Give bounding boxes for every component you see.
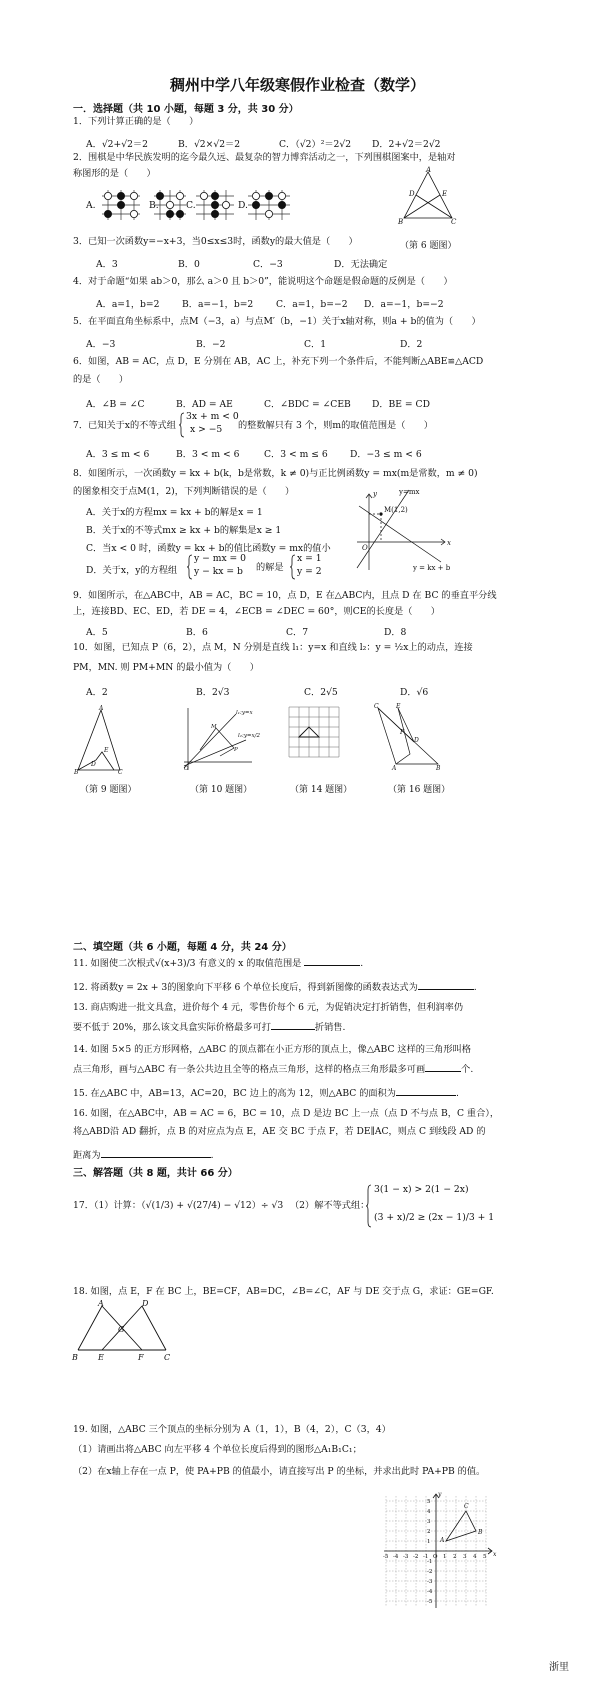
svg-text:D: D [409, 190, 415, 198]
y-tick-label: -4 [427, 1589, 433, 1595]
x-tick-label: 5 [483, 1554, 487, 1560]
q19-part1: （1）请画出将△ABC 向左平移 4 个单位长度后得到的图形△A₁B₁C₁； [73, 1444, 362, 1455]
q2-label-a: A. [86, 200, 96, 211]
svg-text:B: B [478, 1529, 483, 1536]
q7-system-line1: 3x + m < 0 [186, 411, 239, 422]
q8-graph-line1-label: y=mx [399, 488, 420, 496]
q19-stem: 19. 如图，△ABC 三个顶点的坐标分别为 A（1，1），B（4，2），C（3，4） [73, 1424, 391, 1435]
q8-graph-y-label: y [373, 490, 377, 498]
q8-brace-right [290, 554, 296, 580]
q7-option-a: A．3 ≤ m < 6 [86, 449, 150, 460]
y-tick-label: 4 [427, 1509, 431, 1515]
y-tick-label: -3 [427, 1579, 433, 1585]
q8-system-mid: 的解是 [256, 562, 284, 573]
q18-label-b: B [72, 1353, 78, 1362]
svg-text:P: P [234, 747, 238, 753]
q2-label-b: B. [149, 200, 159, 211]
svg-text:E: E [396, 703, 401, 710]
q10-stem-line1: 10．如图，已知点 P（6，2），点 M，N 分别是直线 l₁：y=x 和直线 l₂：y = ½x上的动点，连接 [73, 642, 473, 653]
q15-text: 15. 在△ABC 中，AB=13，AC=20，BC 边上的高为 12，则△ABC 的面积为 . [73, 1088, 459, 1099]
svg-text:B: B [398, 218, 404, 226]
q16-text-line3: 距离为 . [73, 1150, 214, 1161]
q6-option-d: D．BE = CD [372, 399, 430, 410]
q10-option-c: C．2√5 [304, 687, 338, 698]
q2-stem-line2: 称图形的是（ ） [73, 168, 156, 179]
section-fill-heading: 二、填空题（共 6 小题，每题 4 分，共 24 分） [73, 942, 292, 953]
q11-text: 11. 如图使二次根式√(x+3)/3 有意义的 x 的取值范围是 . [73, 958, 364, 969]
svg-text:x: x [493, 1551, 497, 1558]
q4-option-a: A．a=1，b=2 [96, 299, 160, 310]
q18-label-c: C [164, 1353, 171, 1362]
svg-text:C: C [374, 703, 379, 710]
q5-stem: 5．在平面直角坐标系中，点M（−3，a）与点M′（b，−1）关于x轴对称，则a + b的值为（ ） [73, 316, 481, 327]
q14-figure-caption: （第 14 题图） [290, 785, 353, 795]
q10-option-a: A．2 [86, 687, 108, 698]
q8-stem-line1: 8．如图所示，一次函数y = kx + b(k，b是常数，k ≠ 0)与正比例函数y = mx(m是常数，m ≠ 0) [73, 468, 478, 479]
x-tick-label: -3 [403, 1554, 409, 1560]
q14-text-line2: 点三角形，画与△ABC 有一条公共边且全等的格点三角形，这样的格点三角形最多可画 个. [73, 1064, 474, 1075]
q17-system-line1: 3(1 − x) > 2(1 − 2x) [374, 1184, 469, 1195]
q4-stem: 4．对于命题“如果 ab＞0，那么 a＞0 且 b＞0”，能说明这个命题是假命题的反例是（ ） [73, 276, 453, 287]
x-tick-label: -1 [423, 1554, 429, 1560]
x-tick-label: -2 [413, 1554, 419, 1560]
q16-text-line2: 将△ABD沿 AD 翻折，点 B 的对应点为点 E，AE 交 BC 于点 F，若 DE∥AC，则点 C 到线段 AD 的 [73, 1126, 486, 1137]
q9-stem-line2: 上，连接BD、EC、ED，若 DE = 4，∠ECB = ∠DEC = 60°，则CE的长度是（ ） [73, 606, 440, 617]
q8-graph-line2-label: y = kx + b [413, 564, 451, 572]
q9-option-d: D．8 [384, 627, 407, 638]
svg-text:C: C [451, 218, 457, 226]
q18-label-d: D [142, 1299, 149, 1308]
q8-system-right-2: y = 2 [297, 566, 322, 577]
q1-option-b: B．√2×√2＝2 [178, 139, 241, 150]
q8-option-c: C．当x < 0 时，函数y = kx + b的值比函数y = mx的值小 [86, 543, 331, 554]
page-title: 稠州中学八年级寒假作业检查（数学） [169, 76, 425, 94]
q8-graph [353, 486, 463, 572]
x-tick-label: 1 [443, 1554, 447, 1560]
svg-text:y: y [438, 1491, 442, 1498]
q13-answer-blank[interactable] [271, 1020, 315, 1030]
svg-text:B: B [74, 769, 79, 776]
svg-text:A: A [392, 765, 397, 772]
svg-text:D: D [414, 737, 419, 744]
q14-text-line1: 14. 如图 5×5 的正方形网格，△ABC 的顶点都在小正方形的顶点上，像△ABC 这样的三角形叫格 [73, 1044, 471, 1055]
q3-option-d: D．无法确定 [334, 259, 388, 270]
q18-label-g: G [118, 1325, 125, 1334]
q13-text-line1: 13. 商店购进一批文具盒，进价每个 4 元，零售价每个 6 元，为促销决定打折销售，但利润率仍 [73, 1002, 464, 1013]
svg-text:A: A [440, 1537, 445, 1544]
q14-answer-blank[interactable] [425, 1062, 461, 1072]
q18-figure [72, 1300, 172, 1364]
svg-text:E: E [442, 190, 448, 198]
q3-option-c: C．−3 [253, 259, 283, 270]
q8-graph-x-label: x [447, 539, 451, 547]
q9-option-c: C．7 [286, 627, 309, 638]
svg-text:C: C [118, 769, 123, 776]
q12-text: 12. 将函数y = 2x + 3的图象向下平移 6 个单位长度后，得到新图像的函数表达式为 . [73, 982, 477, 993]
x-tick-label: 4 [473, 1554, 477, 1560]
svg-text:E: E [104, 747, 109, 754]
q6-figure-caption: （第 6 题图） [400, 241, 457, 251]
q7-brace [179, 412, 185, 438]
q7-option-d: D．−3 ≤ m < 6 [350, 449, 422, 460]
q8-brace-left [187, 554, 193, 580]
q7-option-c: C．3 < m ≤ 6 [264, 449, 328, 460]
x-tick-label: 2 [453, 1554, 457, 1560]
q1-option-c: C．（√2）²＝2√2 [279, 139, 352, 150]
svg-text:C: C [464, 1503, 469, 1510]
x-tick-label: 3 [463, 1554, 467, 1560]
q7-system-line2: x > −5 [190, 424, 223, 435]
q9-stem-line1: 9．如图所示，在△ABC中，AB = AC，BC = 10，点 D，E 在△ABC内，且点 D 在 BC 的垂直平分线 [73, 590, 497, 601]
q19-part2: （2）在x轴上存在一点 P，使 PA+PB 的值最小，请直接写出 P 的坐标，并求出此时 PA+PB 的值。 [73, 1466, 486, 1477]
q18-label-a: A [98, 1299, 104, 1308]
corner-watermark-text: 浙里 [549, 1662, 569, 1673]
svg-text:A: A [426, 166, 432, 174]
q12-answer-blank[interactable] [418, 980, 474, 990]
q17-part2: （2）解不等式组： [290, 1200, 370, 1211]
q10-stem-line2: PM，MN. 则 PM+MN 的最小值为（ ） [73, 662, 259, 673]
q9-figure-caption: （第 9 题图） [80, 785, 137, 795]
q8-graph-point: M(1,2) [384, 506, 408, 514]
svg-text:F: F [400, 729, 405, 736]
q19-coordinate-grid [380, 1490, 498, 1612]
q6-figure [396, 168, 460, 226]
y-tick-label: 3 [427, 1519, 431, 1525]
q5-option-d: D．2 [400, 339, 423, 350]
q7-option-b: B．3 < m < 6 [176, 449, 240, 460]
q8-system-right-1: x = 1 [297, 553, 322, 564]
q11-answer-blank[interactable] [304, 956, 360, 966]
q6-stem-line2: 的是（ ） [73, 374, 129, 385]
svg-text:O: O [184, 766, 189, 772]
q4-option-d: D．a=−1，b=−2 [364, 299, 444, 310]
q16-figure-caption: （第 16 题图） [388, 785, 451, 795]
q16-figure [374, 704, 444, 774]
section-solve-heading: 三、解答题（共 8 题，共计 66 分） [73, 1168, 238, 1179]
q15-answer-blank[interactable] [396, 1086, 456, 1096]
q2-label-c: C. [186, 200, 196, 211]
svg-text:M: M [211, 724, 217, 730]
q8-option-d: D．关于x，y的方程组 [86, 565, 178, 576]
go-patterns [96, 188, 296, 222]
q4-option-b: B．a=−1，b=2 [182, 299, 254, 310]
q6-option-a: A．∠B = ∠C [86, 399, 145, 410]
q6-stem-line1: 6．如图，AB = AC，点 D，E 分别在 AB，AC 上，补充下列一个条件后，不能判断△ABE≌△ACD [73, 356, 484, 367]
q17-system-line2: (3 + x)/2 ≥ (2x − 1)/3 + 1 [374, 1212, 495, 1223]
q4-option-c: C．a=1，b=−2 [276, 299, 348, 310]
q16-text-line1: 16. 如图，在△ABC中，AB = AC = 6，BC = 10，点 D 是边 BC 上一点（点 D 不与点 B，C 重合）， [73, 1108, 500, 1119]
q3-option-a: A．3 [96, 259, 118, 270]
q5-option-c: C．1 [304, 339, 327, 350]
q7-stem-post: 的整数解只有 3 个，则m的取值范围是（ ） [238, 420, 433, 431]
q8-option-a: A．关于x的方程mx = kx + b的解是x = 1 [86, 507, 263, 518]
q18-label-f: F [138, 1353, 144, 1362]
q1-option-d: D．2+√2＝2√2 [372, 139, 441, 150]
q1-stem: 1．下列计算正确的是（ ） [73, 116, 199, 127]
q5-option-b: B．−2 [196, 339, 226, 350]
y-tick-label: 1 [427, 1539, 431, 1545]
q2-stem-line1: 2．围棋是中华民族发明的迄今最久远、最复杂的智力博弈活动之一，下列围棋图案中，是轴对 [73, 152, 456, 163]
svg-text:D: D [91, 761, 96, 768]
q8-stem-line2: 的图象相交于点M(1，2)，下列判断错误的是（ ） [73, 486, 295, 497]
q10-option-b: B．2√3 [196, 687, 230, 698]
section-choice-heading: 一．选择题（共 10 小题，每题 3 分，共 30 分） [73, 104, 299, 115]
q16-answer-blank[interactable] [101, 1148, 211, 1158]
q18-label-e: E [98, 1353, 104, 1362]
y-tick-label: 5 [427, 1499, 431, 1505]
svg-text:A: A [99, 705, 104, 712]
svg-text:l₂:y=x/2: l₂:y=x/2 [238, 733, 260, 739]
svg-text:B: B [436, 765, 441, 772]
q8-system-left-1: y − mx = 0 [194, 553, 247, 564]
q9-figure [74, 704, 124, 774]
q17-brace [366, 1184, 372, 1228]
q6-option-b: B．AD = AE [176, 399, 233, 410]
q8-graph-origin: O [362, 544, 368, 552]
q10-figure [180, 704, 260, 774]
q6-option-c: C．∠BDC = ∠CEB [264, 399, 351, 410]
q2-label-d: D. [238, 200, 248, 211]
q9-option-a: A．5 [86, 627, 108, 638]
q7-stem-pre: 7．已知关于x的不等式组 [73, 420, 176, 431]
q14-grid-figure [288, 706, 340, 758]
x-tick-label: -5 [383, 1554, 389, 1560]
y-tick-label: -2 [427, 1569, 433, 1575]
q5-option-a: A．−3 [86, 339, 116, 350]
x-tick-label: O [433, 1554, 438, 1560]
y-tick-label: 2 [427, 1529, 431, 1535]
q18-stem: 18. 如图，点 E，F 在 BC 上，BE=CF，AB=DC，∠B=∠C，AF 与 DE 交于点 G，求证：GE=GF. [73, 1286, 494, 1297]
svg-text:l₁:y=x: l₁:y=x [236, 710, 253, 716]
q1-option-a: A．√2+√2＝2 [86, 139, 148, 150]
q10-figure-caption: （第 10 题图） [190, 785, 253, 795]
x-tick-label: -4 [393, 1554, 399, 1560]
q13-text-line2: 要不低于 20%，那么该文具盒实际价格最多可打 折销售. [73, 1022, 346, 1033]
q3-option-b: B．0 [178, 259, 200, 270]
q3-stem: 3．已知一次函数y=−x+3，当0≤x≤3时，函数y的最大值是（ ） [73, 236, 358, 247]
q8-option-b: B．关于x的不等式mx ≥ kx + b的解集是x ≥ 1 [86, 525, 282, 536]
y-tick-label: -5 [427, 1599, 433, 1605]
y-tick-label: -1 [427, 1559, 433, 1565]
q9-option-b: B．6 [186, 627, 208, 638]
q17-part1: 17．（1）计算：（√(1/3) + √(27/4) − √12）÷ √3 [73, 1200, 284, 1211]
q8-system-left-2: y − kx = b [194, 566, 243, 577]
q10-option-d: D．√6 [400, 687, 429, 698]
